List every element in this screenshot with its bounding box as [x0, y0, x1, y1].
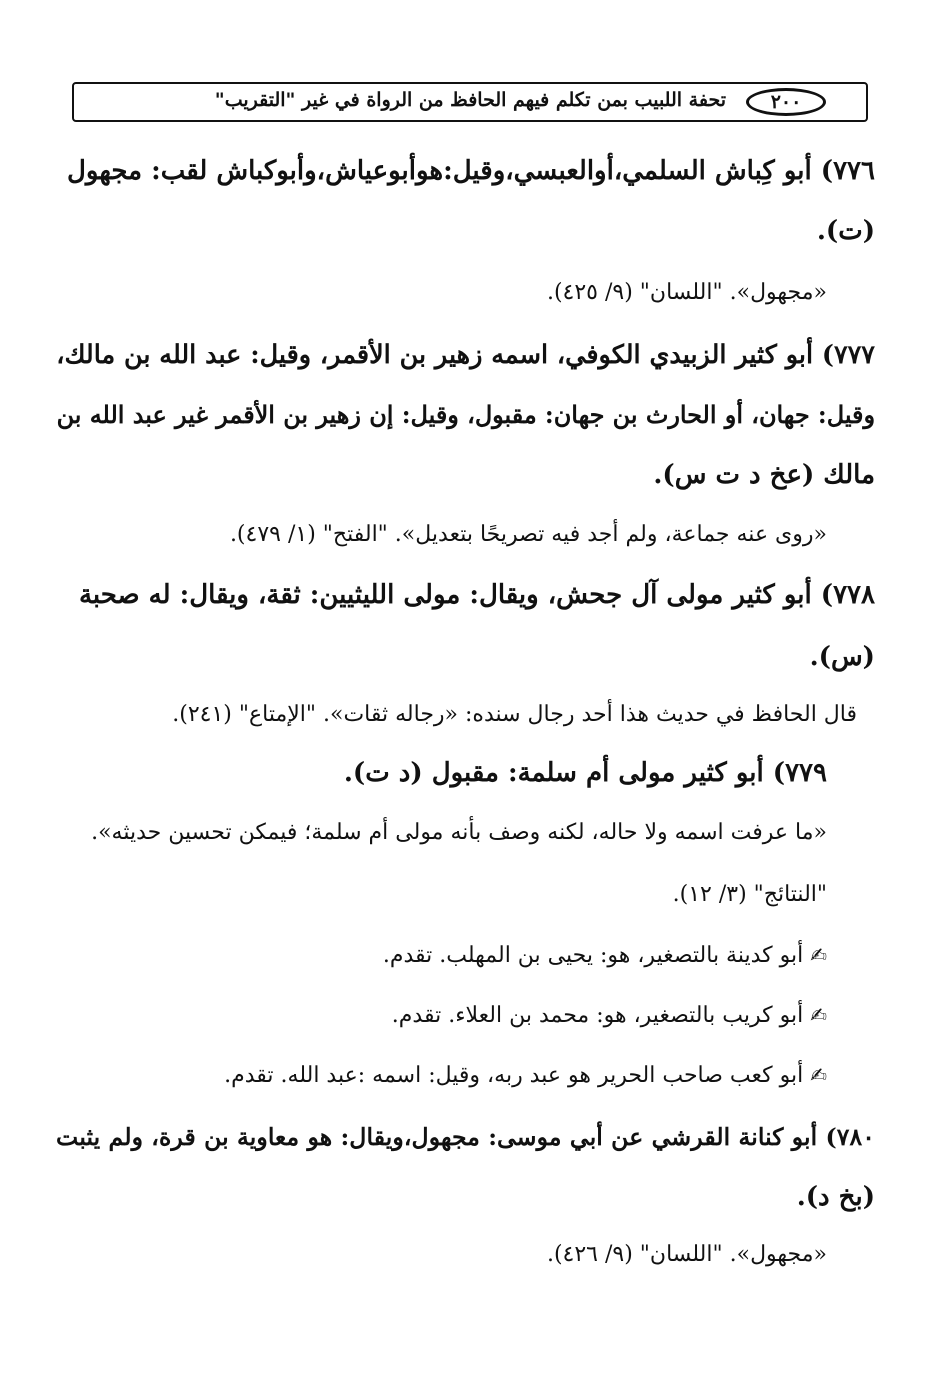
entry-776-line-1: ٧٧٦) أبو كِباش السلمي،أوالعبسي،وقيل:هوأبوعياش،وأبوكباش لقب: مجهول: [67, 156, 875, 186]
crossref-abu-kab: [224, 1058, 827, 1093]
note-779-line-1: «ما عرفت اسمه ولا حاله، لكنه وصف بأنه مولى أم سلمة؛ فيمكن تحسين حديثه».: [91, 820, 827, 845]
entry-777-line-3: مالك (عخ د ت س).: [653, 460, 875, 490]
crossref-text: أبو كدينة بالتصغير، هو: يحيى بن المهلب. تقدم.: [382, 943, 804, 968]
header-title: تحفة اللبيب بمن تكلم فيهم الحافظ من الرواة في غير "التقريب": [214, 89, 726, 111]
note-779-line-2: "النتائج" (٣/ ١٢).: [672, 882, 827, 907]
entry-776-line-2: (ت).: [816, 216, 875, 246]
crossref-abu-kudayna: [383, 938, 827, 973]
entry-777-line-2: وقيل: جهان، أو الحارث بن جهان: مقبول، وقيل: إن زهير بن الأقمر غير عبد الله بن: [56, 401, 875, 429]
pen-icon: ✍: [810, 943, 827, 967]
page-number: ٢٠٠: [746, 88, 826, 116]
running-header: [72, 82, 868, 122]
entry-780-line-1: ٧٨٠) أبو كنانة القرشي عن أبي موسى: مجهول،ويقال: هو معاوية بن قرة، ولم يثبت: [56, 1123, 875, 1151]
entry-779: ٧٧٩) أبو كثير مولى أم سلمة: مقبول (د ت).: [343, 758, 827, 788]
note-780: «مجهول». "اللسان" (٩/ ٤٢٦).: [546, 1242, 827, 1267]
pen-icon: ✍: [810, 1003, 827, 1027]
entry-778-line-1: ٧٧٨) أبو كثير مولى آل جحش، ويقال: مولى الليثيين: ثقة، ويقال: له صحبة: [78, 580, 875, 610]
crossref-text: أبو كريب بالتصغير، هو: محمد بن العلاء. تقدم.: [391, 1003, 804, 1028]
note-777: «روى عنه جماعة، ولم أجد فيه تصريحًا بتعديل». "الفتح" (١/ ٤٧٩).: [229, 522, 827, 547]
crossref-abu-kurayb: [392, 998, 827, 1033]
entry-777-line-1: ٧٧٧) أبو كثير الزبيدي الكوفي، اسمه زهير بن الأقمر، وقيل: عبد الله بن مالك،: [56, 340, 875, 370]
crossref-text: أبو كعب صاحب الحرير هو عبد ربه، وقيل: اسمه :عبد الله. تقدم.: [224, 1063, 804, 1088]
note-776: «مجهول». "اللسان" (٩/ ٤٢٥).: [546, 280, 827, 305]
note-778: قال الحافظ في حديث هذا أحد رجال سنده: «رجاله ثقات». "الإمتاع" (٢٤١).: [172, 702, 857, 727]
entry-780-line-2: (بخ د).: [796, 1182, 875, 1212]
entry-778-line-2: (س).: [809, 642, 875, 672]
pen-icon: ✍: [810, 1063, 827, 1087]
